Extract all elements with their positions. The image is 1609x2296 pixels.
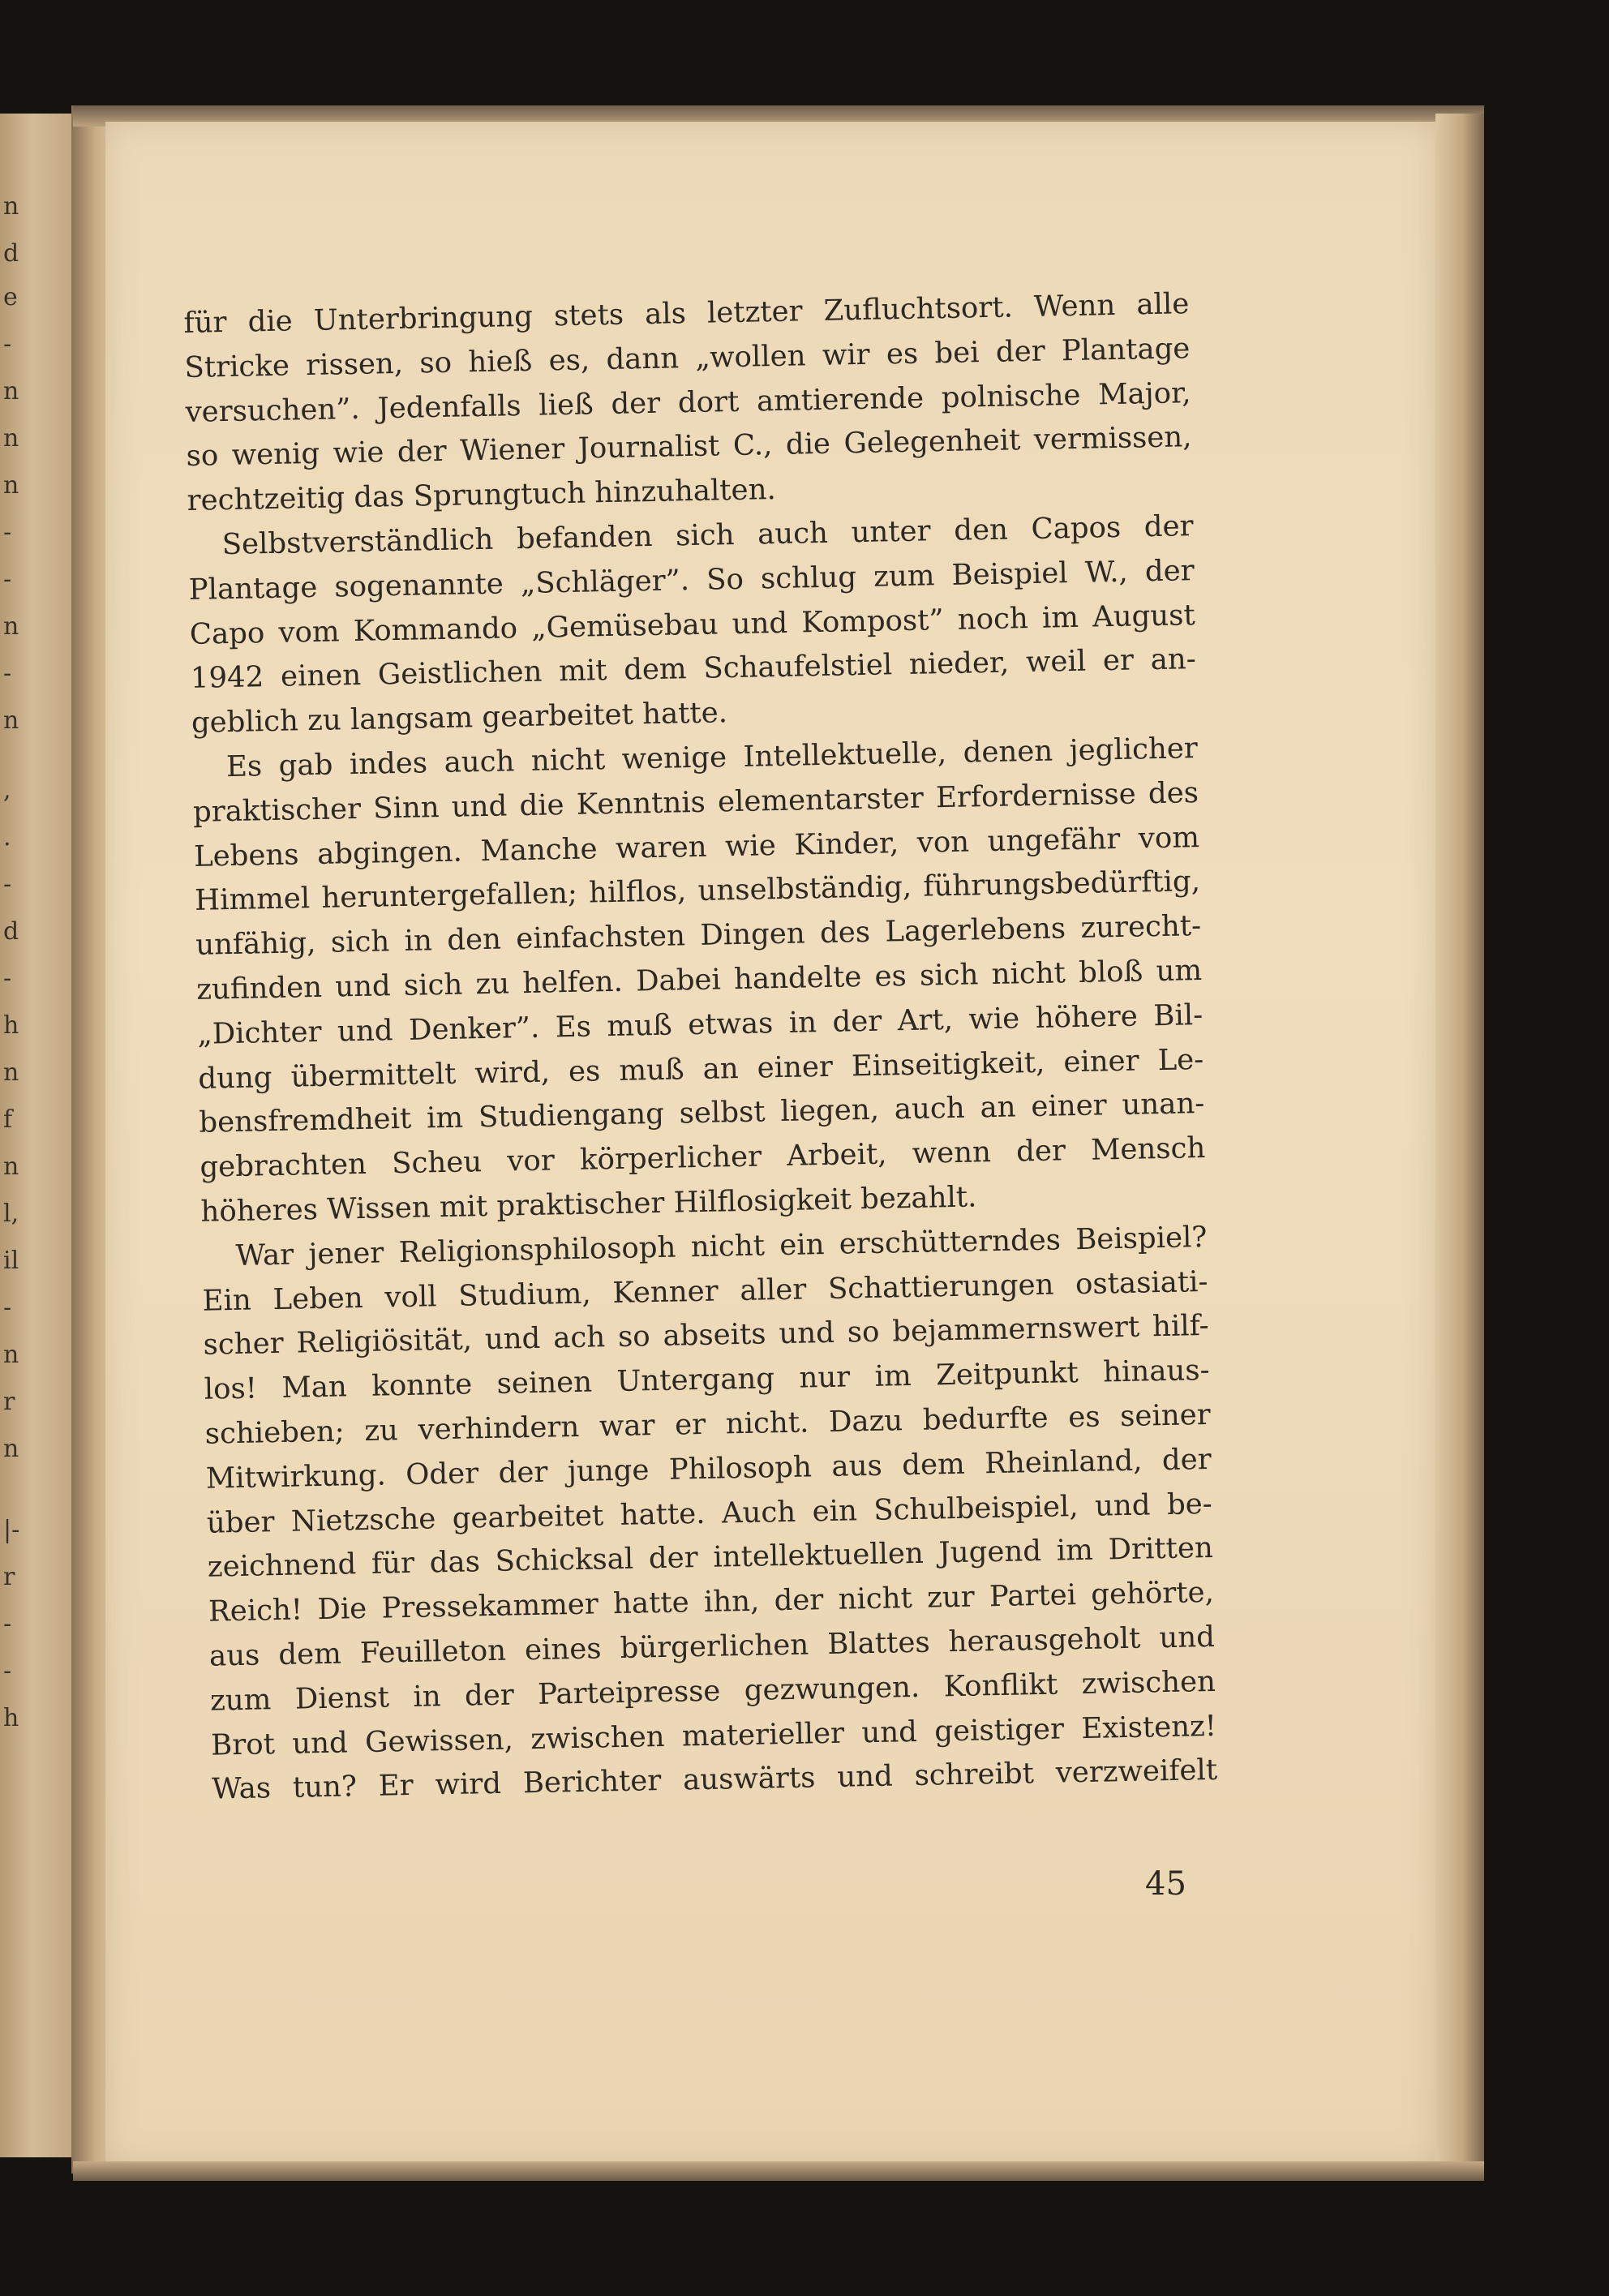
left-page-fragment: - (3, 870, 12, 899)
text-line: für die Unterbringung stets als letzter Zufluchtsort. Wenn alle (183, 287, 1190, 340)
text-line: geblich zu langsam gearbeitet hatte. (191, 696, 728, 740)
left-page-fragment: n (3, 1152, 19, 1181)
text-line: 1942 einen Geistlichen mit dem Schaufelstiel nieder, weil er an- (190, 642, 1197, 696)
text-line: Brot und Gewissen, zwischen materieller und geistiger Existenz! (210, 1709, 1217, 1762)
left-page-fragment: l, (3, 1199, 19, 1228)
text-line: „Dichter und Denker”. Es muß etwas in der Art, wie höhere Bil- (196, 998, 1204, 1051)
left-page-fragment: r (3, 1388, 15, 1416)
page-edge-right (1435, 114, 1484, 2174)
text-line: schieben; zu verhindern war er nicht. Dazu bedurfte es seiner (204, 1397, 1211, 1451)
left-page-fragment: - (3, 1610, 12, 1638)
text-line: Lebens abgingen. Manche waren wie Kinder, von ungefähr vom (193, 820, 1200, 873)
left-page-fragment: n (3, 1058, 19, 1087)
text-line: zufinden und sich zu helfen. Dabei handelte es sich nicht bloß um (195, 953, 1203, 1006)
left-page-fragment: - (3, 659, 12, 688)
text-line: aus dem Feuilleton eines bürgerlichen Blattes herausgeholt und (208, 1620, 1216, 1673)
text-line: War jener Religionsphilosoph nicht ein erschütterndes Beispiel? (235, 1220, 1208, 1272)
left-page-fragment: il (3, 1247, 19, 1275)
text-line: dung übermittelt wird, es muß an einer Einseitigkeit, einer Le- (197, 1042, 1204, 1096)
text-line: scher Religiösität, und ach so abseits und so bejammernswert hilf- (203, 1309, 1209, 1363)
text-line: Plantage sogenannte „Schläger”. So schlug zum Beispiel W., der (188, 553, 1195, 607)
text-line: Himmel heruntergefallen; hilflos, unselbständig, führungsbedürftig, (194, 865, 1201, 918)
left-page-fragment: n (3, 706, 19, 735)
left-page-fragment: n (3, 377, 19, 406)
left-page (0, 114, 73, 2157)
text-line: Es gab indes auch nicht wenige Intellektuelle, denen jeglicher (225, 732, 1199, 784)
left-page-fragment: h (3, 1011, 19, 1040)
text-line: Capo vom Kommando „Gemüsebau und Kompost” noch im August (189, 598, 1196, 651)
text-line: los! Man konnte seinen Untergang nur im Zeitpunkt hinaus- (204, 1354, 1210, 1406)
left-page-fragment: - (3, 964, 12, 993)
left-page-fragment: - (3, 330, 12, 358)
body-text (183, 282, 1218, 1813)
text-line: zum Dienst in der Parteipresse gezwungen. Konflikt zwischen (209, 1664, 1216, 1718)
page-number: 45 (1145, 1865, 1186, 1903)
text-line: rechtzeitig das Sprungtuch hinzuhalten. (187, 473, 777, 518)
left-page-fragment: h (3, 1704, 19, 1732)
left-page-fragment: |- (3, 1516, 20, 1544)
text-line: Mitwirkung. Oder der junge Philosoph aus dem Rheinland, der (205, 1442, 1212, 1496)
text-line: unfähig, sich in den einfachsten Dingen des Lagerlebens zurecht- (195, 909, 1202, 963)
left-page-fragment: n (3, 424, 19, 453)
text-line: zeichnend für das Schicksal der intellektuellen Jugend im Dritten (207, 1531, 1214, 1585)
text-line: bensfremdheit im Studiengang selbst liegen, auch an einer unan- (199, 1087, 1205, 1140)
left-page-fragment: d (3, 917, 19, 946)
left-page-fragment: - (3, 565, 12, 594)
text-line: Was tun? Er wird Berichter auswärts und schreibt verzweifelt (211, 1753, 1218, 1806)
text-line: Ein Leben voll Studium, Kenner aller Schattierungen ostasiati- (202, 1264, 1208, 1318)
left-page-fragment: f (3, 1105, 13, 1134)
left-page-fragment: n (3, 192, 19, 221)
left-page-fragment: n (3, 1435, 19, 1463)
page-edge-bottom (73, 2161, 1484, 2181)
left-page-fragment: - (3, 1657, 12, 1685)
text-line: Stricke rissen, so hieß es, dann „wollen wir es bei der Plantage (184, 331, 1191, 384)
text-line: höheres Wissen mit praktischer Hilflosigkeit bezahlt. (200, 1180, 977, 1229)
text-line: gebrachten Scheu vor körperlicher Arbeit, wenn der Mensch (200, 1131, 1206, 1184)
left-page-fragment: d (3, 239, 19, 268)
text-line: über Nietzsche gearbeitet hatte. Auch ein Schulbeispiel, und be- (206, 1487, 1213, 1540)
left-page-fragment: , (3, 776, 11, 805)
text-line: Selbstverständlich befanden sich auch unter den Capos der (221, 509, 1194, 562)
text-line: so wenig wie der Wiener Journalist C., die Gelegenheit vermissen, (186, 420, 1192, 474)
left-page-fragment: - (3, 518, 12, 547)
text-line: versuchen”. Jedenfalls ließ der dort amtierende polnische Major, (185, 376, 1191, 429)
text-line: praktischer Sinn und die Kenntnis elementarster Erfordernisse des (192, 775, 1199, 829)
left-page-fragment: r (3, 1563, 15, 1591)
left-page-fragment: . (3, 823, 11, 852)
left-page-fragment: n (3, 612, 19, 641)
left-page-fragment: n (3, 471, 19, 500)
left-page-fragment: - (3, 1294, 12, 1322)
text-line: Reich! Die Pressekammer hatte ihn, der nicht zur Partei gehörte, (208, 1576, 1215, 1629)
left-page-fragment: n (3, 1341, 19, 1369)
left-page-fragment: e (3, 283, 18, 311)
